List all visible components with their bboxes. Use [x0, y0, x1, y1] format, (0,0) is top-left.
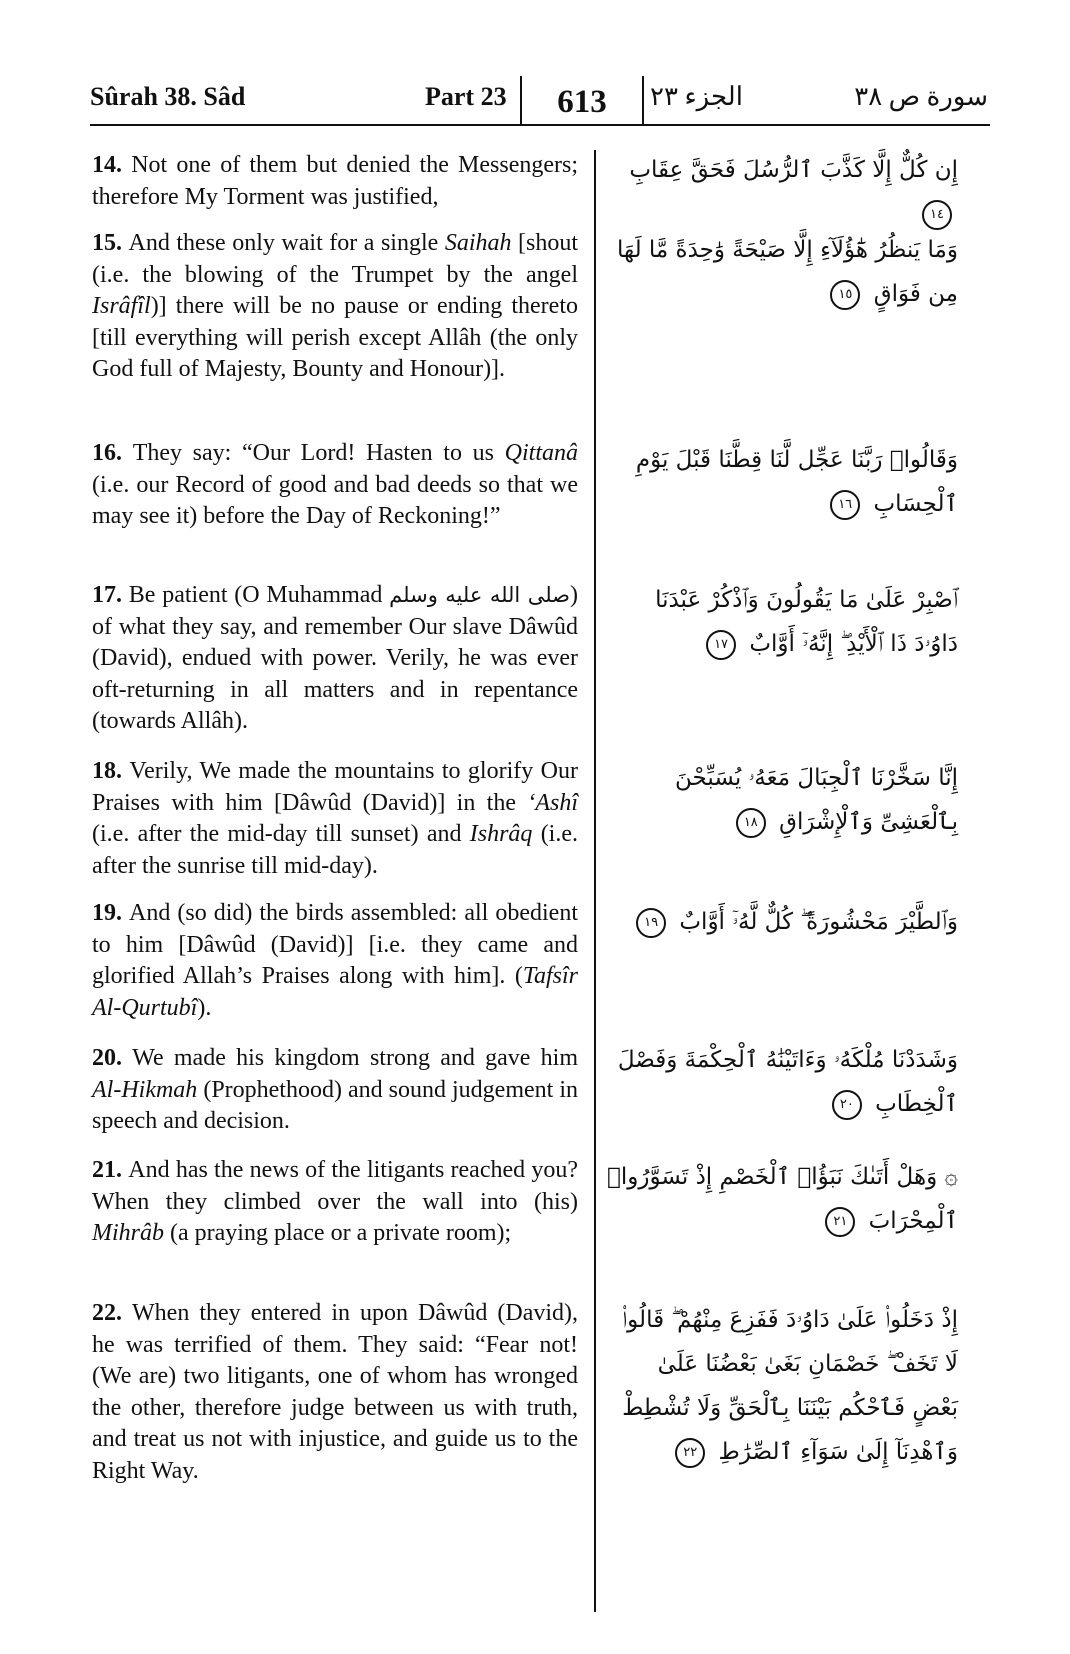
verse-translation — [92, 228, 578, 386]
verse-number: 22. — [92, 1300, 133, 1326]
translation-text: ) of what they say, and remember Our slave Dâwûd (David), endued with power. Verily, he was ever oft-returning in all matters and in repentance (towards Allâh). — [92, 582, 579, 735]
verse-translation — [92, 1043, 578, 1138]
translation-text: And has the news of the litigants reached you? When they climbed over the wall into (his) — [92, 1157, 579, 1215]
arabic-verse — [606, 756, 958, 844]
arabic-verse — [606, 148, 958, 236]
ayah-end-marker: ١٤ — [922, 200, 952, 230]
verse-number: 21. — [92, 1157, 129, 1183]
verse-number: 16. — [92, 440, 133, 466]
verse-number: 19. — [92, 900, 130, 926]
arabic-verse-text: إِذْ دَخَلُوا۟ عَلَىٰ دَاوُۥدَ فَفَزِعَ مِنْهُمْ ۖ قَالُوا۟ لَا تَخَفْ ۖ خَصْمَانِ بَغَىٰ بَعْضُنَا عَلَىٰ بَعْضٍ فَٱحْكُم بَيْنَنَا بِٱلْحَقِّ وَلَا تُشْطِطْ وَٱهْدِنَآ إِلَىٰ سَوَآءِ ٱلصِّرَٰطِ — [621, 1307, 958, 1465]
translation-text: And (so did) the birds assembled: all obedient to him [Dâwûd (David)] [i.e. they came and glorified Allah’s Praises along with him]. ( — [92, 900, 578, 990]
arabic-verse-text: إِن كُلٌّ إِلَّا كَذَّبَ ٱلرُّسُلَ فَحَقَّ عِقَابِ — [629, 157, 958, 183]
verse-number: 15. — [92, 230, 129, 256]
verse-number: 14. — [92, 152, 132, 178]
verse-translation — [92, 1298, 578, 1488]
translation-text: (a praying place or a private room); — [164, 1220, 512, 1247]
verse-translation — [92, 1155, 578, 1250]
page-number: 613 — [557, 84, 607, 120]
arabic-verse — [606, 1298, 958, 1474]
verse-translation — [92, 756, 578, 882]
verse-number: 20. — [92, 1045, 133, 1071]
transliterated-term: Isrâfîl — [92, 293, 151, 320]
column-divider — [594, 150, 596, 1612]
arabic-verse — [606, 1038, 958, 1126]
arabic-verse-text: وَمَا يَنظُرُ هَٰٓؤُلَآءِ إِلَّا صَيْحَةً وَٰحِدَةً مَّا لَهَا مِن فَوَاقٍ — [616, 237, 958, 307]
arabic-verse-text: وَقَالُوا۟ رَبَّنَا عَجِّل لَّنَا قِطَّنَا قَبْلَ يَوْمِ ٱلْحِسَابِ — [635, 447, 958, 517]
arabic-verse-text: إِنَّا سَخَّرْنَا ٱلْجِبَالَ مَعَهُۥ يُسَبِّحْنَ بِٱلْعَشِىِّ وَٱلْإِشْرَاقِ — [675, 765, 958, 835]
translation-text: They say: “Our Lord! Hasten to us — [132, 440, 505, 466]
translation-text: )] there will be no pause or ending thereto [till everything will perish except Allâh (the only God full of Majesty, Bounty and Honour)]. — [92, 293, 578, 383]
part-label-english: Part 23 — [425, 82, 507, 111]
translation-text: And these only wait for a single — [128, 230, 445, 256]
surah-title-arabic: سورة ص ٣٨ — [854, 82, 988, 111]
translation-text: Be patient (O Muhammad — [128, 582, 390, 608]
arabic-verse-text: ۞ وَهَلْ أَتَىٰكَ نَبَؤُا۟ ٱلْخَصْمِ إِذْ تَسَوَّرُوا۟ ٱلْمِحْرَابَ — [607, 1164, 958, 1234]
ayah-end-marker: ١٨ — [736, 808, 766, 838]
surah-title-english: Sûrah 38. Sâd — [90, 82, 246, 111]
ayah-end-marker: ١٦ — [830, 490, 860, 520]
translation-text: Not one of them but denied the Messengers; therefore My Torment was justified, — [92, 152, 579, 210]
arabic-verse-text: وَٱلطَّيْرَ مَحْشُورَةً ۖ كُلٌّ لَّهُۥٓ أَوَّابٌ — [672, 909, 958, 935]
ayah-end-marker: ٢١ — [825, 1207, 855, 1237]
ayah-end-marker: ١٩ — [636, 908, 666, 938]
arabic-verse-text: ٱصْبِرْ عَلَىٰ مَا يَقُولُونَ وَٱذْكُرْ عَبْدَنَا دَاوُۥدَ ذَا ٱلْأَيْدِ ۖ إِنَّهُۥٓ أَوَّابٌ — [655, 587, 958, 657]
inline-arabic-salutation: صلى الله عليه وسلم — [389, 583, 571, 607]
verse-translation — [92, 580, 578, 738]
arabic-verse-text: وَشَدَدْنَا مُلْكَهُۥ وَءَاتَيْنَٰهُ ٱلْحِكْمَةَ وَفَصْلَ ٱلْخِطَابِ — [617, 1047, 958, 1117]
transliterated-term: Saihah — [444, 230, 512, 256]
header-rule — [90, 124, 990, 126]
ayah-end-marker: ٢٢ — [675, 1438, 705, 1468]
translation-text: ). — [197, 994, 212, 1021]
transliterated-term: Mihrâb — [92, 1220, 164, 1247]
translation-text: Verily, We made the mountains to glorify Our Praises with him [Dâwûd (David)] in the — [92, 758, 578, 816]
translation-text: When they entered in upon Dâwûd (David), he was terrified of them. They said: “Fear not! (We are) two litigants, one of whom has wronged the other, therefore judge between us with truth, and treat us not with injustice, and guide us to the Right Way. — [92, 1300, 579, 1484]
arabic-verse — [606, 578, 958, 666]
transliterated-term: Tafsîr Al-Qurtubî — [92, 963, 578, 1021]
translation-text: We made his kingdom strong and gave him — [132, 1045, 578, 1071]
verse-translation — [92, 898, 578, 1024]
ayah-end-marker: ١٧ — [706, 630, 736, 660]
translation-text: (i.e. after the mid-day till sunset) and — [92, 821, 470, 848]
arabic-verse — [606, 228, 958, 316]
verse-translation — [92, 438, 578, 533]
part-label-arabic: الجزء ٢٣ — [650, 82, 743, 111]
ayah-end-marker: ٢٠ — [832, 1090, 862, 1120]
transliterated-term: Al-Hikmah — [92, 1076, 198, 1103]
verse-number: 18. — [92, 758, 130, 784]
arabic-verse — [606, 438, 958, 526]
transliterated-term: Ishrâq — [469, 821, 533, 848]
translation-text: (i.e. after the sunrise till mid-day). — [92, 821, 578, 879]
page-header — [90, 70, 990, 126]
transliterated-term: ‘Ashî — [527, 789, 578, 816]
translation-text: [shout (i.e. the blowing of the Trumpet by the angel — [92, 230, 579, 288]
verse-number: 17. — [92, 582, 129, 608]
transliterated-term: Qittanâ — [504, 440, 579, 466]
page-number-box — [520, 76, 644, 125]
arabic-verse — [606, 900, 958, 944]
translation-text: (Prophethood) and sound judgement in speech and decision. — [92, 1076, 578, 1135]
translation-text: (i.e. our Record of good and bad deeds so that we may see it) before the Day of Reckoning!” — [92, 471, 578, 530]
arabic-verse — [606, 1155, 958, 1243]
ayah-end-marker: ١٥ — [830, 280, 860, 310]
verse-translation — [92, 150, 578, 213]
